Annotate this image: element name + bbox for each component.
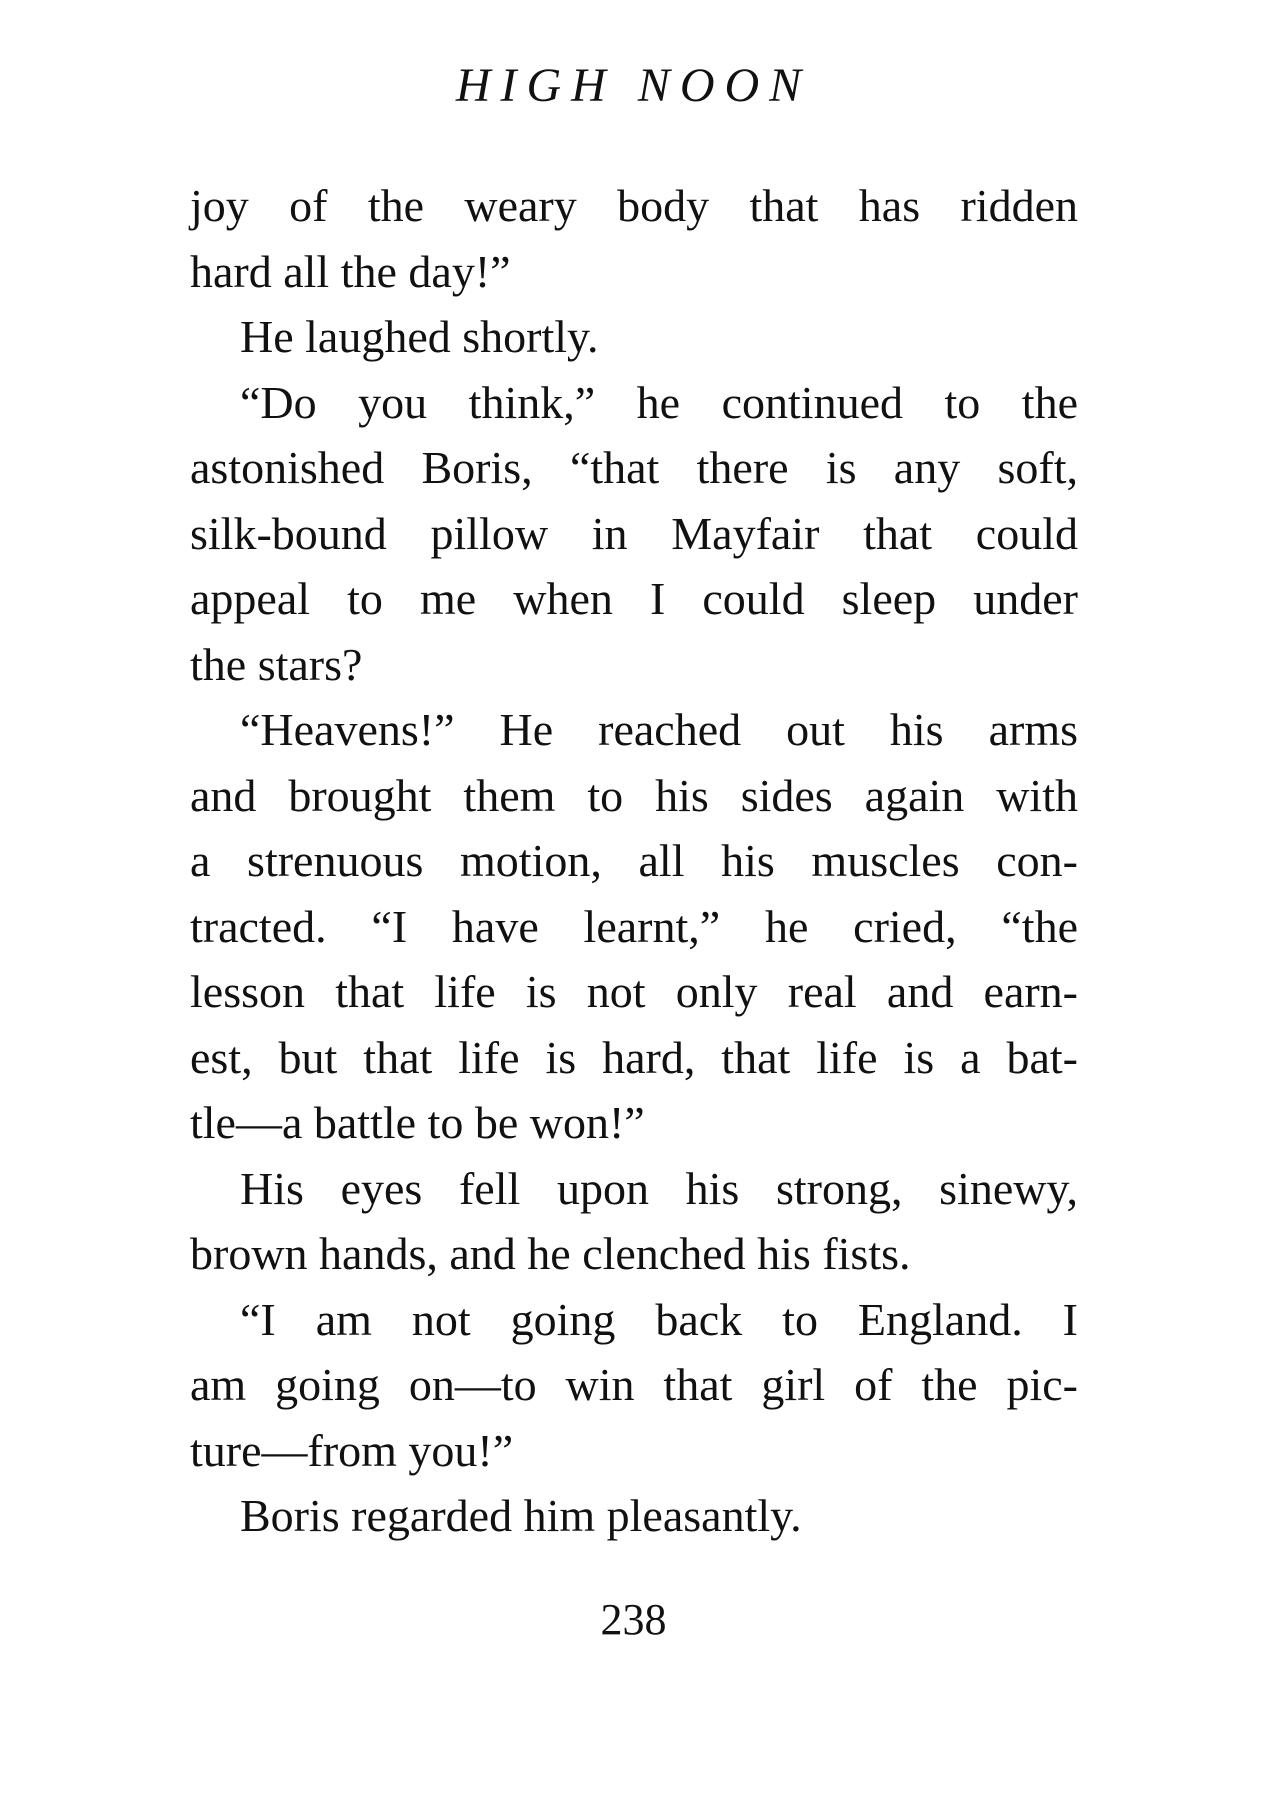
body-text (190, 173, 1078, 1549)
text-line: tle—a battle to be won!” (190, 1097, 645, 1148)
text-line: a strenuous motion, all his muscles con- (190, 835, 1078, 886)
text-line: joy of the weary body that has ridden (190, 180, 1078, 231)
text-line: the stars? (190, 638, 363, 690)
text-line: and brought them to his sides again with (190, 769, 1078, 821)
text-line: Boris regarded him pleasantly. (240, 1490, 802, 1541)
page-number: 238 (600, 1595, 667, 1644)
text-line: est, but that life is hard, that life is a bat- (190, 1031, 1078, 1083)
text-line: silk-bound pillow in Mayfair that could (190, 507, 1078, 559)
text-line: hard all the day!” (190, 245, 511, 297)
text-line: “Heavens!” He reached out his arms (240, 704, 1078, 755)
text-line: am going on—to win that girl of the pic- (190, 1359, 1078, 1410)
text-line: His eyes fell upon his strong, sinewy, (240, 1162, 1078, 1214)
text-line: He laughed shortly. (240, 311, 599, 362)
text-line: lesson that life is not only real and earn- (190, 966, 1078, 1017)
text-line: brown hands, and he clenched his fists. (190, 1228, 911, 1279)
text-line: “I am not going back to England. I (240, 1293, 1078, 1345)
text-line: “Do you think,” he continued to the (240, 376, 1078, 428)
text-line: ture—from you!” (190, 1424, 514, 1476)
text-line: tracted. “I have learnt,” he cried, “the (190, 900, 1078, 952)
running-head: HIGH NOON (455, 59, 812, 112)
text-line: appeal to me when I could sleep under (190, 573, 1078, 624)
text-line: astonished Boris, “that there is any soft, (190, 442, 1078, 493)
